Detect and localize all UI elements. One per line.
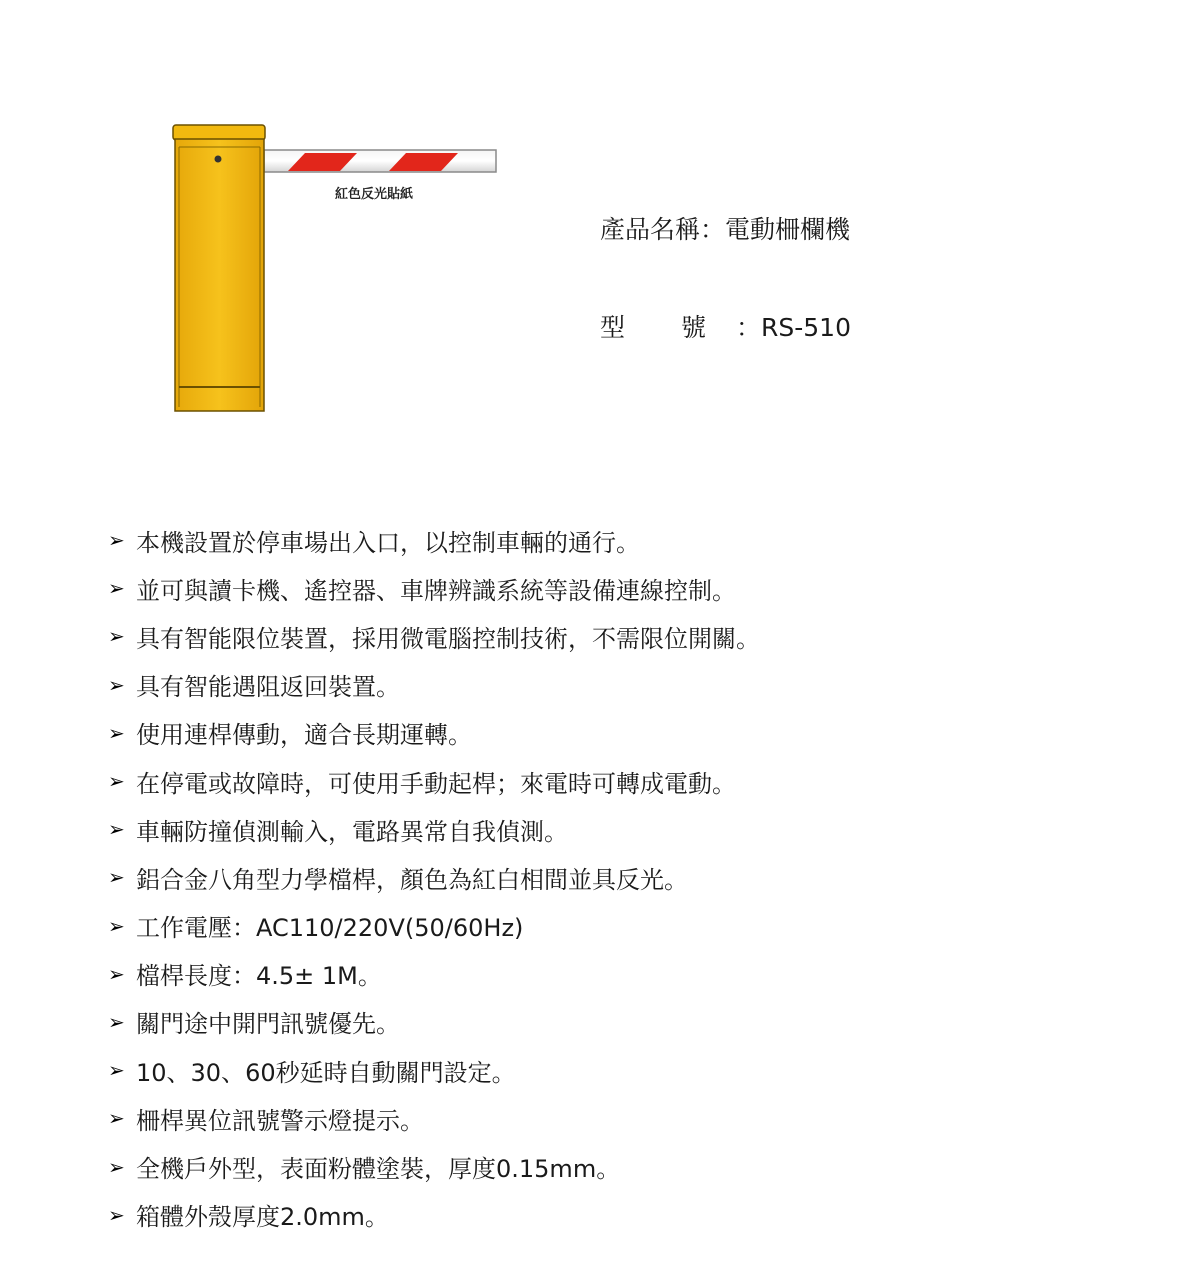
arrow-bullet-icon: ➢ [108, 769, 125, 794]
arrow-bullet-icon: ➢ [108, 1009, 125, 1034]
product-name-row [600, 210, 851, 250]
feature-item [108, 805, 760, 853]
feature-list [108, 516, 760, 1239]
feature-text: 車輛防撞偵測輸入，電路異常自我偵測。 [136, 817, 568, 846]
feature-item [108, 661, 760, 709]
arrow-bullet-icon: ➢ [108, 1058, 125, 1083]
model-separator: ： [736, 313, 762, 342]
model-row [600, 308, 851, 348]
arrow-bullet-icon: ➢ [108, 817, 125, 842]
model-label-first: 型 [600, 313, 626, 342]
arrow-bullet-icon: ➢ [108, 576, 125, 601]
feature-text: 並可與讀卡機、遙控器、車牌辨識系統等設備連線控制。 [136, 576, 736, 605]
feature-text: 具有智能限位裝置，採用微電腦控制技術，不需限位開關。 [136, 624, 760, 653]
arrow-bullet-icon: ➢ [108, 528, 125, 553]
feature-text: 具有智能遇阻返回裝置。 [136, 673, 400, 702]
arrow-bullet-icon: ➢ [108, 865, 125, 890]
feature-text: 全機戶外型，表面粉體塗裝，厚度0.15mm。 [136, 1155, 621, 1184]
arrow-bullet-icon: ➢ [108, 672, 125, 697]
feature-text: 使用連桿傳動，適合長期運轉。 [136, 721, 472, 750]
feature-item [108, 998, 760, 1046]
lock-keyhole [215, 156, 222, 163]
feature-item [108, 564, 760, 612]
model-label [600, 308, 736, 348]
feature-item [108, 853, 760, 901]
barrier-arm [264, 150, 496, 172]
arrow-bullet-icon: ➢ [108, 913, 125, 938]
sticker-label: 紅色反光貼紙 [335, 187, 414, 202]
feature-item [108, 1142, 760, 1190]
feature-item [108, 1094, 760, 1142]
arrow-bullet-icon: ➢ [108, 720, 125, 745]
feature-text: 工作電壓：AC110/220V(50/60Hz) [136, 914, 524, 943]
gate-cabinet [173, 125, 265, 411]
feature-item [108, 950, 760, 998]
arrow-bullet-icon: ➢ [108, 1106, 125, 1131]
arrow-bullet-icon: ➢ [108, 624, 125, 649]
feature-item [108, 1191, 760, 1239]
feature-text: 本機設置於停車場出入口，以控制車輛的通行。 [136, 528, 640, 557]
arrow-bullet-icon: ➢ [108, 1202, 125, 1227]
feature-item [108, 709, 760, 757]
barrier-gate-illustration [160, 115, 520, 425]
feature-item [108, 612, 760, 660]
feature-item [108, 516, 760, 564]
product-name-value: 電動柵欄機 [725, 215, 851, 244]
feature-item [108, 757, 760, 805]
feature-text: 檔桿長度：4.5± 1M。 [136, 962, 382, 991]
product-name-label: 產品名稱 [600, 215, 701, 244]
product-name-separator: ： [700, 215, 726, 244]
feature-text: 箱體外殼厚度2.0mm。 [136, 1203, 389, 1232]
model-value: RS-510 [761, 313, 851, 342]
feature-item [108, 902, 760, 950]
barrier-gate-drawing [160, 115, 520, 425]
feature-text: 關門途中開門訊號優先。 [136, 1010, 400, 1039]
feature-text: 鋁合金八角型力學檔桿，顏色為紅白相間並具反光。 [136, 865, 688, 894]
feature-text: 10、30、60秒延時自動關門設定。 [136, 1058, 516, 1087]
feature-text: 柵桿異位訊號警示燈提示。 [136, 1106, 424, 1135]
model-label-second: 號 [681, 313, 707, 342]
feature-item [108, 1046, 760, 1094]
arrow-bullet-icon: ➢ [108, 1154, 125, 1179]
feature-text: 在停電或故障時，可使用手動起桿；來電時可轉成電動。 [136, 769, 736, 798]
arrow-bullet-icon: ➢ [108, 961, 125, 986]
product-info [600, 210, 851, 348]
